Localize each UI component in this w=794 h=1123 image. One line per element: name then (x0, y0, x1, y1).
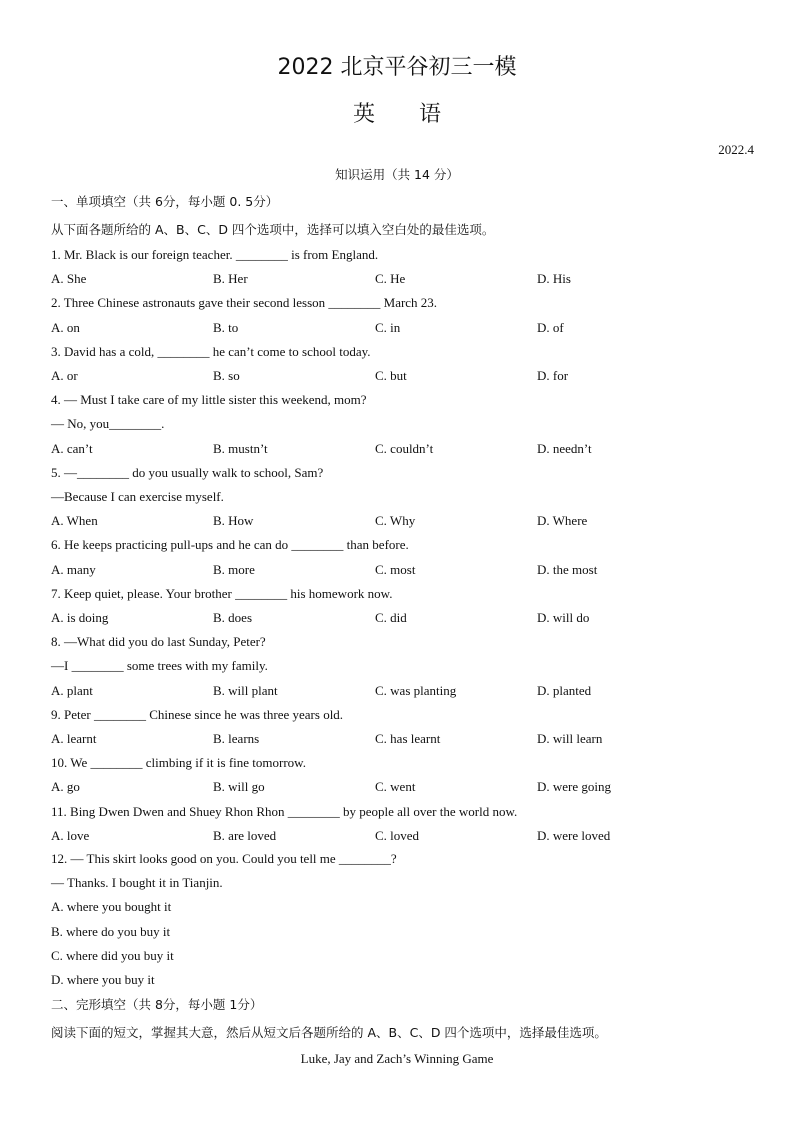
answer-option: B. where do you buy it (51, 923, 171, 939)
answer-option: A. or (51, 368, 78, 383)
question-stem: 4. — Must I take care of my little sister this weekend, mom? (51, 392, 367, 408)
answer-option: C. has learnt (375, 731, 441, 746)
answer-option: A. where you bought it (51, 899, 172, 915)
question-stem: 5. —________ do you usually walk to school, Sam? (51, 464, 324, 480)
question-stem: 8. —What did you do last Sunday, Peter? (51, 634, 266, 650)
part2-heading: 二、完形填空（共 8分，每小题 1分） (51, 997, 263, 1012)
answer-option: C. but (375, 368, 407, 383)
part1-instruction: 从下面各题所给的 A、B、C、D 四个选项中，选择可以填入空白处的最佳选项。 (51, 222, 495, 237)
answer-option: B. to (213, 319, 239, 335)
question-stem: 7. Keep quiet, please. Your brother ________ his homework now. (51, 585, 393, 601)
question-stem: —I ________ some trees with my family. (51, 658, 268, 674)
exam-date: 2022.4 (718, 142, 754, 157)
answer-option: D. were loved (537, 827, 611, 843)
answer-option: B. are loved (213, 827, 277, 843)
answer-option: C. Why (375, 513, 416, 529)
part1-heading: 一、单项填空（共 6分，每小题 0. 5分） (51, 194, 279, 209)
subject-title: 英语 (352, 102, 485, 127)
answer-option: C. did (375, 610, 407, 625)
question-stem: 3. David has a cold, ________ he can’t come to school today. (51, 343, 371, 359)
answer-option: A. is doing (51, 610, 109, 625)
answer-option: D. will do (537, 610, 590, 625)
question-stem: 11. Bing Dwen Dwen and Shuey Rhon Rhon ________ by people all over the world now. (51, 803, 518, 819)
answer-option: D. planted (537, 682, 592, 698)
answer-option: C. in (375, 319, 401, 335)
answer-option: D. for (537, 368, 569, 383)
answer-option: C. loved (375, 827, 420, 843)
answer-option: A. can’t (51, 440, 93, 456)
question-stem: 10. We ________ climbing if it is fine tomorrow. (51, 755, 306, 771)
answer-option: C. went (375, 779, 416, 795)
answer-option: A. learnt (51, 731, 97, 746)
answer-option: A. She (51, 271, 87, 287)
answer-option: B. so (213, 368, 240, 383)
answer-option: B. How (213, 513, 254, 529)
answer-option: D. His (537, 271, 571, 287)
question-stem: 9. Peter ________ Chinese since he was three years old. (51, 706, 344, 722)
answer-option: B. learns (213, 731, 260, 746)
answer-option: D. of (537, 319, 564, 335)
part2-instruction: 阅读下面的短文，掌握其大意，然后从短文后各题所给的 A、B、C、D 四个选项中，选择最佳选项。 (51, 1025, 607, 1040)
question-stem: 2. Three Chinese astronauts gave their second lesson ________ March 23. (51, 295, 438, 311)
answer-option: A. go (51, 779, 80, 795)
answer-option: A. plant (51, 682, 93, 698)
section-heading: 知识运用（共 14 分） (335, 167, 459, 182)
answer-option: A. on (51, 319, 80, 335)
answer-option: B. will plant (213, 682, 278, 698)
answer-option: D. the most (537, 561, 598, 577)
passage-title: Luke, Jay and Zach’s Winning Game (300, 1051, 494, 1066)
answer-option: D. Where (537, 513, 588, 529)
answer-option: A. love (51, 827, 90, 843)
answer-option: D. were going (537, 779, 612, 795)
answer-option: B. will go (213, 779, 265, 795)
answer-option: B. mustn’t (213, 440, 268, 456)
question-stem: —Because I can exercise myself. (51, 489, 224, 504)
question-stem: 12. — This skirt looks good on you. Could you tell me ________? (51, 851, 397, 866)
question-stem: 6. He keeps practicing pull-ups and he can do ________ than before. (51, 537, 409, 553)
exam-title: 2022 北京平谷初三一模 (277, 55, 517, 80)
answer-option: C. where did you buy it (51, 947, 174, 963)
answer-option: B. more (213, 561, 255, 577)
answer-option: C. couldn’t (375, 440, 434, 456)
answer-option: D. will learn (537, 731, 603, 746)
question-stem: 1. Mr. Black is our foreign teacher. ________ is from England. (51, 247, 379, 262)
question-stem: — No, you________. (51, 416, 165, 432)
answer-option: C. was planting (375, 682, 457, 698)
answer-option: C. most (375, 561, 416, 577)
answer-option: A. many (51, 561, 96, 577)
answer-option: C. He (375, 271, 406, 287)
answer-option: D. needn’t (537, 440, 592, 456)
question-stem: — Thanks. I bought it in Tianjin. (51, 875, 223, 891)
answer-option: B. does (213, 610, 252, 625)
answer-option: A. When (51, 513, 98, 529)
answer-option: B. Her (213, 271, 248, 287)
answer-option: D. where you buy it (51, 972, 155, 987)
